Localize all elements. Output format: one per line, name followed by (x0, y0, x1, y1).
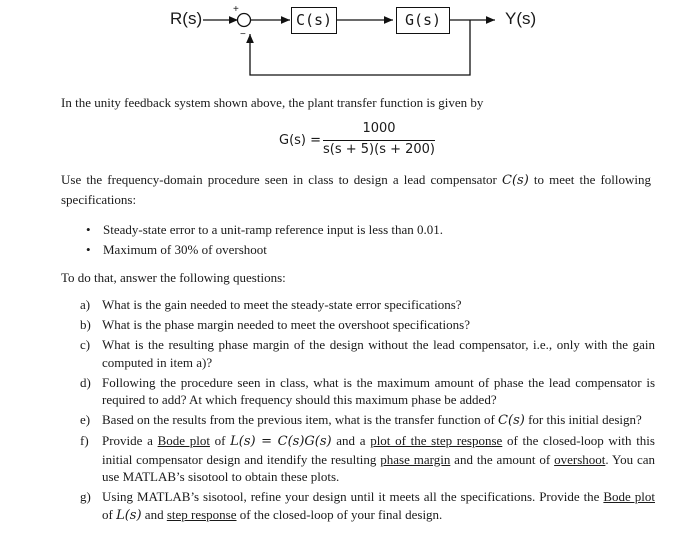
question-c (80, 336, 655, 371)
question-text: Using MATLAB’s sisotool, refine your design until it meets all the specifications. Provide the (102, 489, 604, 504)
bullet-icon: • (86, 222, 91, 237)
question-f (80, 432, 655, 486)
underlined-term: Bode plot (603, 489, 655, 504)
question-text: What is the phase margin needed to meet the overshoot specifications? (102, 317, 470, 332)
underlined-term: Bode plot (157, 433, 210, 448)
question-text: Following the procedure seen in class, what is the maximum amount of phase the lead compensator is required to add? At which frequency should this maximum phase be added? (102, 374, 655, 407)
question-d (80, 374, 655, 409)
tf-denominator: s(s + 5)(s + 200) (323, 142, 436, 157)
question-math: L(s) = C(s)G(s) (230, 434, 332, 449)
question-list (80, 296, 655, 527)
tf-lhs: G(s) = (279, 133, 322, 148)
question-text: Provide a (102, 433, 158, 448)
spec-item (86, 240, 443, 260)
task-text (61, 170, 651, 209)
spec-item (86, 220, 443, 240)
output-label: Y(s) (505, 9, 537, 28)
diagram-lines (0, 0, 700, 90)
question-label: g) (80, 489, 91, 504)
question-label: d) (80, 374, 91, 390)
underlined-term: plot of the step response (370, 433, 503, 448)
question-text: of the closed-loop of your final design. (236, 506, 443, 522)
spec-text: Steady-state error to a unit-ramp reference input is less than 0.01. (103, 222, 444, 237)
question-text: of the closed-loop with this initial compensator design and itendify the resulting (102, 433, 655, 467)
block-diagram (0, 0, 700, 90)
underlined-term: phase margin (380, 451, 451, 467)
fraction-bar (323, 140, 435, 141)
question-math: C(s) (498, 413, 525, 428)
question-text: and a (331, 433, 371, 448)
spec-text: Maximum of 30% of overshoot (103, 242, 267, 257)
question-text: for this initial design? (524, 412, 642, 427)
question-text: and the amount of (450, 451, 555, 467)
underlined-term: step response (166, 506, 237, 522)
question-g (80, 488, 655, 524)
question-math: L(s) (116, 507, 142, 523)
question-b (80, 316, 655, 334)
question-label: f) (80, 433, 89, 448)
underlined-term: overshoot (554, 451, 606, 467)
input-label: R(s) (170, 9, 203, 28)
question-label: a) (80, 297, 91, 312)
question-label: e) (80, 412, 91, 427)
question-e (80, 411, 655, 430)
task-text-after: to meet the following specifications: (61, 172, 651, 207)
question-text: of (102, 506, 117, 522)
bullet-icon: • (86, 242, 91, 257)
question-text: and (141, 506, 167, 522)
question-label: b) (80, 317, 91, 332)
task-math: C(s) (502, 173, 529, 188)
summing-junction (238, 14, 251, 27)
questions-intro: To do that, answer the following questions: (61, 270, 286, 285)
question-text: What is the gain needed to meet the steady-state error specifications? (102, 297, 462, 312)
spec-list (86, 220, 443, 260)
plant-block: G(s) (396, 7, 450, 34)
question-text: Based on the results from the previous item, what is the transfer function of (102, 412, 499, 427)
intro-text: In the unity feedback system shown above, the plant transfer function is given by (61, 95, 484, 110)
question-text: . You can use MATLAB’s sisotool to obtain these plots. (102, 451, 655, 484)
sum-minus-sign: − (240, 29, 246, 40)
sum-plus-sign: + (233, 4, 239, 15)
compensator-block: C(s) (291, 7, 337, 34)
task-text-before: Use the frequency-domain procedure seen in class to design a lead compensator (61, 172, 502, 187)
question-text: of (209, 433, 231, 448)
question-label: c) (80, 337, 91, 352)
question-text: What is the resulting phase margin of the design without the lead compensator, i.e., only with the gain computed in item a)? (102, 337, 655, 370)
tf-numerator: 1000 (362, 121, 396, 136)
question-a (80, 296, 655, 314)
